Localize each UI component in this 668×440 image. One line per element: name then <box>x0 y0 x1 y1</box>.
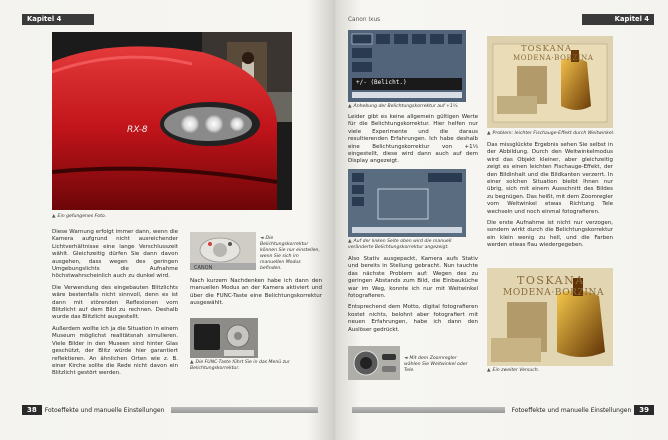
right-para-4-block <box>487 142 613 254</box>
lcd-screen-photo <box>348 30 466 102</box>
toskana-photo-wide <box>487 36 613 128</box>
caption-triangle-icon: ◄ <box>404 356 408 361</box>
right-para-2-block <box>348 256 478 338</box>
lcd-label: +/- (Belicht.) <box>356 79 407 86</box>
toskana-wide-caption <box>487 131 637 137</box>
svg-text:RX-8: RX-8 <box>127 125 148 135</box>
lcd-caption-text: Anhebung der Belichtungskorrektur auf +1⅓. <box>353 104 459 109</box>
dial-caption <box>260 236 322 272</box>
right-page <box>334 0 668 440</box>
car-photo <box>52 32 292 210</box>
toskana-photo-tele <box>487 268 613 366</box>
mode-dial-drawing <box>190 232 256 270</box>
left-column-text <box>52 229 178 382</box>
right-page-number: 39 <box>634 405 654 415</box>
right-footer-rule <box>352 407 505 413</box>
caption-triangle-icon: ▲ <box>190 360 194 365</box>
toskana-tele-caption <box>487 368 613 374</box>
toskana-tele-caption-text: Ein zweiter Versuch. <box>492 368 540 373</box>
right-footer <box>348 405 654 415</box>
mode-dial-photo <box>190 232 256 270</box>
left-chapter-header <box>22 14 94 25</box>
zoom-lever-drawing <box>348 346 400 380</box>
right-chapter-label: Kapitel 4 <box>614 15 649 23</box>
left-mid-para: Nach kurzem Nachdenken habe ich dann den manuellen Modus an der Kamera aktiviert und über die FUNC-Taste eine Belichtungskorrektur ausgewählt. <box>190 278 322 307</box>
zoom-lever-photo <box>348 346 400 380</box>
toskana-wide-caption-text: Problem: leichter Fischauge-Effekt durch Weitwinkel. <box>492 131 615 136</box>
left-para-1: Diese Warnung erfolgt immer dann, wenn die Kamera aufgrund nicht ausreichender Lichtverhältnisse eine lange Verschlusszeit wählt. Gleichzeitig dürfen Sie dann davon ausgehen, dass wegen des geringen Umgebungslichts die Aufnahme höchstwahrscheinlich auch zu dunkel wird. <box>52 229 178 280</box>
left-mid-text <box>190 278 322 312</box>
zoom-caption-text: Mit dem Zoomregler wählen Sie Weitwinkel oder Tele. <box>404 356 468 373</box>
func-button-photo <box>190 318 258 358</box>
caption-triangle-icon: ◄ <box>260 236 264 241</box>
car-caption-text: Ein gefungenes Foto. <box>57 214 107 219</box>
right-footer-title: Fotoeffekte und manuelle Einstellungen <box>511 406 632 414</box>
func-button-drawing <box>190 318 258 358</box>
screen-caption-text: Auf der linken Seite oben wird die manuell veränderte Belichtungskorrektur angezeigt. <box>348 239 452 250</box>
lcd-screen-drawing <box>348 30 466 102</box>
left-page-number: 38 <box>22 405 42 415</box>
camera-display-drawing <box>348 169 466 237</box>
car-photo-drawing <box>52 32 292 210</box>
left-para-3: Außerdem wollte ich ja die Situation in einem Museum möglichst realitätsnah simulieren. Viele Bilder in den Museen sind hinter Glas geschützt, der Blitz würde hier garantiert reflektieren. An ähnlichen Orten wie z. B. einer Kirche sollte die Rede nicht davon ein Blitzlicht gestört werden. <box>52 325 178 377</box>
car-caption <box>52 214 252 220</box>
caption-triangle-icon: ▲ <box>487 368 491 373</box>
right-para-3: Entsprechend dem Motto, digital fotografieren kostet nichts, belohnt aber fotografiert mit neuen Erfahrungen, habe ich dann den Auslöser gedrückt. <box>348 304 478 333</box>
poster-subtitle-wide: MODENA·BORZINA <box>513 54 594 62</box>
func-caption-text: Die FUNC-Taste führt Sie in das Menü zur Belichtungskorrektur. <box>190 360 290 371</box>
caption-triangle-icon: ▲ <box>348 239 352 244</box>
caption-triangle-icon: ▲ <box>487 131 491 136</box>
right-para-1: Leider gibt es keine allgemein gültigen Werte für die Belichtungskorrektur. Hier helfen nur viele Experimente und die daraus resultierenden Erfahrungen. Ich habe deshalb eine Belichtungskorrektur von +1⅓ eingestellt, diese wird dann auch auf dem Display angezeigt. <box>348 114 478 165</box>
caption-triangle-icon: ▲ <box>52 214 56 219</box>
zoom-caption <box>404 356 474 374</box>
left-chapter-label: Kapitel 4 <box>27 15 62 23</box>
left-footer-rule <box>171 407 318 413</box>
right-para-2: Also Stativ ausgepackt, Kamera aufs Stativ und bereits in Stellung gebracht. Nun tauchte das nächste Problem auf: Wegen des zu geringen Abstands zum Bild, die Einbauküche war im Weg, konnte ich nur mit Weitwinkel fotografieren. <box>348 256 478 300</box>
poster-title-wide: TOSKANA <box>521 44 573 54</box>
left-footer-title: Fotoeffekte und manuelle Einstellungen <box>44 406 165 414</box>
right-book-label: Canon Ixus <box>348 17 381 23</box>
right-para-1-block <box>348 114 478 170</box>
right-para-4: Das missglückte Ergebnis sehen Sie selbst in der Abbildung. Durch den Weitwinkelmodus wird das Objekt kleiner, aber gleichzeitig zeigt es einen leichten Fischauge-Effekt, der den Bildinhalt und die Bildkanten verzerrt. In einer solchen Situation bleibt Ihnen nur übrig, sich mit einem Ausschnitt des Bildes zu begnügen. Das heißt, mit dem Zoomregler vom Weitwinkel etwas Richtung Tele wechseln und noch einmal fotografieren. <box>487 142 613 215</box>
func-caption <box>190 360 322 372</box>
left-footer <box>22 405 322 415</box>
poster-title-tele: TOSKANA <box>517 274 585 287</box>
poster-subtitle-tele: MODENA·BORZINA <box>503 288 605 298</box>
right-para-5: Die erste Aufnahme ist nicht nur verzogen, sondern wirkt durch die Belichtungskorrektur ein klein wenig zu hell, und die Farben werden etwas flau wiedergegeben. <box>487 220 613 249</box>
right-book-header <box>348 16 408 27</box>
screen-caption <box>348 239 478 251</box>
lcd-caption <box>348 104 478 110</box>
right-chapter-header <box>582 14 654 25</box>
dial-caption-text: Die Belichtungskorrektur können Sie nur einstellen, wenn Sie sich im manuellen Modus befinden. <box>260 236 320 271</box>
left-para-2: Die Verwendung des eingebauten Blitzlichts wäre bestenfalls nicht sinnvoll, denn es ist dann mit störenden Reflexionen vom Blitzlicht auf dem Bild zu rechnen. Deshalb wurde das Blitzlicht ausgestellt. <box>52 284 178 321</box>
camera-display-photo <box>348 169 466 237</box>
svg-text:CANON: CANON <box>194 265 213 270</box>
caption-triangle-icon: ▲ <box>348 104 352 109</box>
